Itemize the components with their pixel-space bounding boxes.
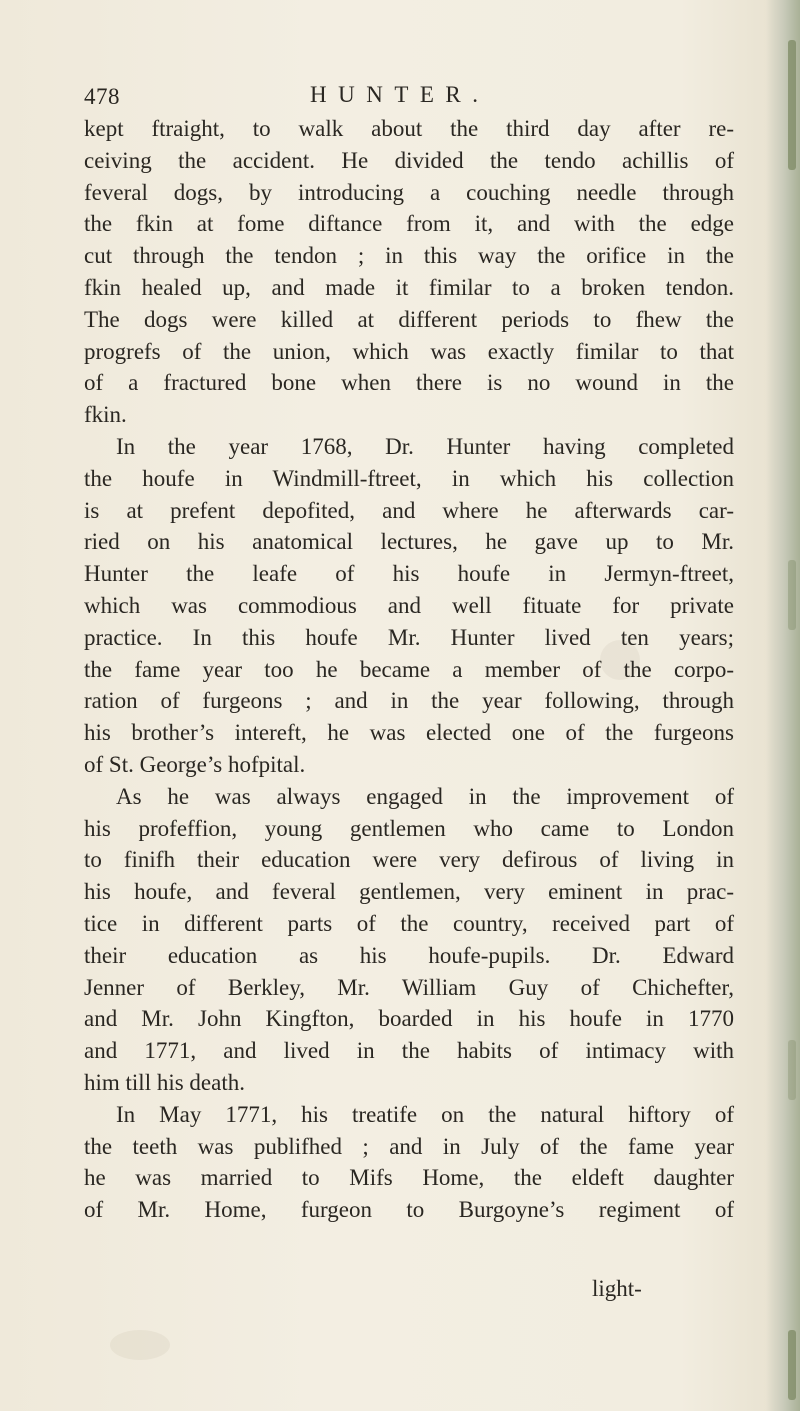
text-line: of Mr. Home, furgeon to Burgoyne’s regiment of bbox=[84, 1197, 734, 1223]
page-header bbox=[84, 84, 504, 114]
text-line: the houfe in Windmill-ftreet, in which his collection bbox=[84, 465, 734, 491]
edge-shadow bbox=[788, 1330, 796, 1400]
text-line: his brother’s intereft, he was elected one of the furgeons bbox=[84, 720, 734, 746]
text-line: fkin. bbox=[84, 402, 127, 428]
text-line: his houfe, and feveral gentlemen, very eminent in prac- bbox=[84, 879, 734, 905]
text-line: progrefs of the union, which was exactly fimilar to that bbox=[84, 338, 734, 364]
text-line: and Mr. John Kingfton, boarded in his houfe in 1770 bbox=[84, 1006, 734, 1032]
text-line: his profeffion, young gentlemen who came to London bbox=[84, 815, 734, 841]
edge-shadow bbox=[788, 1040, 796, 1100]
text-line: and 1771, and lived in the habits of intimacy with bbox=[84, 1038, 734, 1064]
text-line: cut through the tendon ; in this way the orifice in the bbox=[84, 243, 734, 269]
body-text bbox=[84, 113, 734, 1226]
edge-shadow bbox=[788, 560, 796, 630]
running-head: HUNTER. bbox=[310, 82, 490, 107]
edge-shadow bbox=[788, 40, 796, 170]
text-line: the teeth was publifhed ; and in July of the fame year bbox=[84, 1133, 734, 1159]
text-line: is at prefent depofited, and where he afterwards car- bbox=[84, 497, 734, 523]
text-line: of St. George’s hofpital. bbox=[84, 751, 306, 777]
text-line: which was commodious and well fituate for private bbox=[84, 592, 734, 618]
text-line: feveral dogs, by introducing a couching needle through bbox=[84, 179, 734, 205]
text-line: kept ftraight, to walk about the third day after re- bbox=[84, 116, 734, 141]
text-line: practice. In this houfe Mr. Hunter lived ten years; bbox=[84, 624, 734, 650]
text-line: tice in different parts of the country, received part of bbox=[84, 910, 734, 936]
text-line: the fkin at fome diftance from it, and with the edge bbox=[84, 211, 734, 237]
page-number: 478 bbox=[84, 84, 120, 109]
text-line: the fame year too he became a member of the corpo- bbox=[84, 656, 734, 682]
text-line: The dogs were killed at different periods to fhew the bbox=[84, 306, 734, 332]
text-line: ration of furgeons ; and in the year following, through bbox=[84, 688, 734, 714]
text-line: As he was always engaged in the improvement of bbox=[116, 783, 734, 809]
page-stain bbox=[110, 1330, 170, 1360]
text-line: ceiving the accident. He divided the tendo achillis of bbox=[84, 147, 734, 173]
text-line: fkin healed up, and made it fimilar to a broken tendon. bbox=[84, 274, 734, 300]
text-line: of a fractured bone when there is no wound in the bbox=[84, 370, 734, 396]
page-edge bbox=[766, 0, 800, 1411]
text-line: ried on his anatomical lectures, he gave up to Mr. bbox=[84, 529, 734, 555]
text-line: to finifh their education were very defirous of living in bbox=[84, 847, 734, 873]
text-line: their education as his houfe-pupils. Dr. Edward bbox=[84, 942, 734, 968]
catchword: light- bbox=[592, 1276, 642, 1301]
text-line: Hunter the leafe of his houfe in Jermyn-ftreet, bbox=[84, 561, 734, 587]
text-line: he was married to Mifs Home, the eldeft daughter bbox=[84, 1165, 734, 1191]
text-line: In the year 1768, Dr. Hunter having completed bbox=[116, 433, 734, 459]
text-line: him till his death. bbox=[84, 1069, 245, 1095]
text-line: Jenner of Berkley, Mr. William Guy of Chichefter, bbox=[84, 974, 734, 1000]
text-line: In May 1771, his treatife on the natural hiftory of bbox=[116, 1101, 734, 1127]
